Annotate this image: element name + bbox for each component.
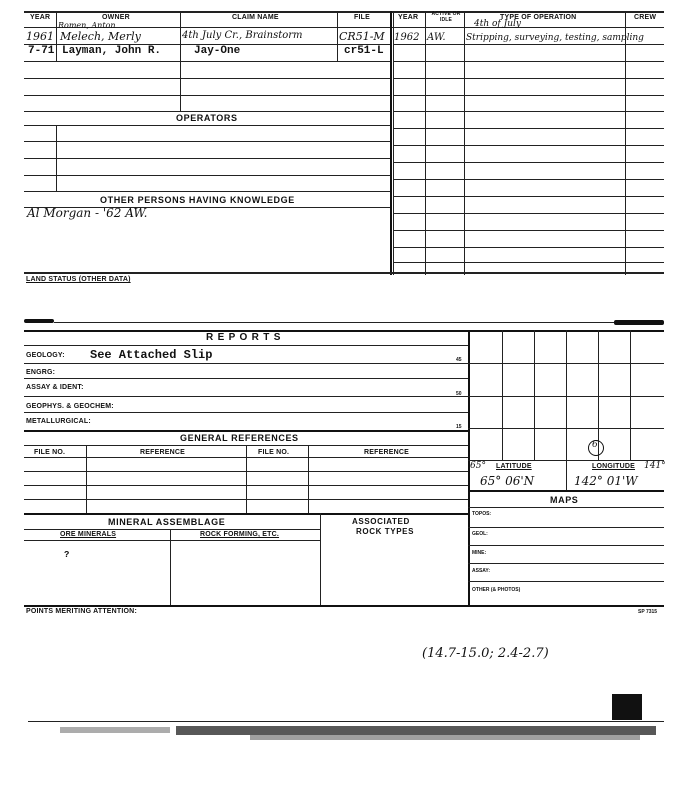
scan-line (28, 721, 664, 722)
grid-col (534, 330, 535, 460)
grid-row (468, 363, 664, 364)
owner-row-rule (24, 78, 390, 79)
reports-bottom-rule (24, 430, 468, 432)
header-file: FILE (354, 14, 370, 21)
maps-assay: ASSAY: (472, 568, 491, 574)
top-section-bottom-rule (24, 272, 664, 274)
metallurgical-label: METALLURGICAL: (26, 418, 91, 425)
owner-claim: Jay-One (194, 45, 241, 57)
longitude-value: 142° 01'W (574, 474, 638, 488)
refs-bottom-rule (24, 513, 468, 515)
ops-row-rule (393, 162, 664, 163)
refs-file-no: FILE NO. (34, 449, 66, 456)
divider-rule (54, 322, 614, 323)
grid-col (630, 330, 631, 460)
other-persons-heading: OTHER PERSONS HAVING KNOWLEDGE (100, 195, 295, 205)
latitude-label: LATITUDE (496, 463, 532, 470)
scan-noise (176, 726, 656, 735)
owner-row-rule (24, 61, 390, 62)
circled-number: 6 (592, 440, 598, 450)
ops-row-rule (393, 145, 664, 146)
assay-label: ASSAY & IDENT: (26, 384, 84, 391)
grid-col (566, 460, 567, 490)
col-divider (308, 445, 309, 513)
maps-rule (468, 527, 664, 528)
report-num-45: 45 (456, 357, 462, 363)
rock-forming-label: ROCK FORMING, ETC. (200, 531, 280, 538)
operators-rule (24, 191, 390, 192)
maps-other: OTHER (& PHOTOS) (472, 587, 521, 593)
maps-mine: MINE: (472, 550, 487, 556)
col-divider (86, 445, 87, 513)
points-meriting-label: POINTS MERITING ATTENTION: (26, 608, 137, 615)
handwritten-code: (14.7-15.0; 2.4-2.7) (422, 646, 549, 661)
refs-reference-2: REFERENCE (364, 449, 409, 456)
grid-col (566, 330, 567, 460)
scan-noise (60, 727, 170, 733)
mineral-rule (24, 540, 320, 541)
engrg-label: ENGRG: (26, 369, 56, 376)
header-rule (24, 27, 664, 28)
maps-title: MAPS (550, 495, 579, 505)
maps-rule (468, 545, 664, 546)
reports-rule (24, 396, 468, 397)
header-active-idle: ACTIVE OR IDLE (431, 11, 461, 23)
maps-geol: GEOL: (472, 531, 488, 537)
grid-row (468, 428, 664, 429)
general-references-title: GENERAL REFERENCES (180, 433, 299, 443)
reports-rule (24, 345, 468, 346)
maps-rule (468, 581, 664, 582)
header-claim-name: CLAIM NAME (232, 14, 279, 21)
col-divider (56, 11, 57, 61)
owner-file: CR51-M (339, 30, 385, 43)
reports-rule (24, 412, 468, 413)
grid-col (502, 330, 503, 460)
col-divider (320, 513, 321, 605)
ops-row-rule (393, 44, 664, 45)
ops-row-rule (393, 230, 664, 231)
refs-file-no-2: FILE NO. (258, 449, 290, 456)
col-divider (246, 445, 247, 513)
operators-rule (24, 125, 390, 126)
header-type-operation: TYPE OF OPERATION (500, 14, 577, 21)
owner-year: 7-71 (28, 45, 55, 57)
maps-rule (468, 507, 664, 508)
ops-row-rule (393, 196, 664, 197)
operation-active: AW. (427, 32, 446, 43)
operators-top-rule (24, 111, 390, 112)
form-code: SP 7315 (638, 609, 658, 615)
lon-suffix: 141° (644, 461, 666, 471)
owner-note: Romen, Anton (58, 21, 116, 30)
ore-minerals-label: ORE MINERALS (60, 531, 117, 538)
header-year-right: YEAR (398, 14, 419, 21)
header-year: YEAR (30, 14, 51, 21)
owner-row-rule (24, 95, 390, 96)
col-divider (170, 529, 171, 605)
mineral-mark: ? (64, 550, 70, 560)
col-divider-main (393, 11, 394, 275)
other-persons-entry: Al Morgan - '62 AW. (27, 206, 148, 220)
geophys-label: GEOPHYS. & GEOCHEM: (26, 403, 114, 410)
ops-row-rule (393, 262, 664, 263)
operation-year: 1962 (394, 32, 420, 43)
col-divider (625, 11, 626, 275)
associated-label: ASSOCIATED (352, 517, 410, 526)
ops-row-rule (393, 95, 664, 96)
operators-heading: OPERATORS (176, 113, 238, 123)
geology-value: See Attached Slip (90, 348, 213, 362)
bottom-rule (24, 605, 664, 607)
owner-year: 1961 (26, 30, 54, 43)
ops-row-rule (393, 78, 664, 79)
grid-row (468, 396, 664, 397)
col-divider (337, 11, 338, 61)
report-num-15: 15 (456, 424, 462, 430)
rock-types-label: ROCK TYPES (356, 527, 415, 536)
owner-claim: 4th July Cr., Brainstorm (182, 30, 303, 41)
ops-row-rule (393, 128, 664, 129)
maps-top-rule (468, 490, 664, 492)
mineral-rule (24, 529, 320, 530)
operators-rule (24, 175, 390, 176)
ops-row-rule (393, 179, 664, 180)
header-crew: CREW (634, 14, 657, 21)
reports-top-rule (24, 330, 664, 332)
col-divider (464, 11, 465, 275)
col-divider (425, 11, 426, 275)
reports-rule (24, 363, 468, 364)
owner-file: cr51-L (344, 45, 384, 57)
geology-label: GEOLOGY: (26, 352, 65, 359)
ops-row-rule (393, 213, 664, 214)
top-rule (24, 11, 664, 13)
scan-noise (250, 735, 640, 740)
scan-square (612, 694, 642, 720)
land-status-label: LAND STATUS (OTHER DATA) (26, 276, 131, 283)
operation-note: 4th of July (474, 19, 521, 29)
ops-row-rule (393, 111, 664, 112)
latitude-value: 65° 06'N (480, 474, 535, 488)
owner-name: Layman, John R. (62, 45, 162, 57)
header-owner: OWNER (102, 14, 130, 21)
reports-rule (24, 378, 468, 379)
maps-topos: TOPOS: (472, 511, 492, 517)
scan-smudge (24, 319, 54, 323)
mineral-assemblage-title: MINERAL ASSEMBLAGE (108, 517, 226, 527)
ops-row-rule (393, 247, 664, 248)
longitude-label: LONGITUDE (592, 463, 636, 470)
reports-title: R E P O R T S (206, 332, 282, 343)
operation-type: Stripping, surveying, testing, sampling (466, 33, 644, 43)
lat-prefix: 65° (470, 461, 486, 471)
operators-rule (24, 141, 390, 142)
scan-smudge (614, 320, 664, 325)
col-divider-main (390, 11, 392, 275)
maps-rule (468, 563, 664, 564)
operators-rule (24, 158, 390, 159)
owner-name: Melech, Merly (60, 30, 141, 43)
report-num-50: 50 (456, 391, 462, 397)
ops-row-rule (393, 61, 664, 62)
refs-reference: REFERENCE (140, 449, 185, 456)
